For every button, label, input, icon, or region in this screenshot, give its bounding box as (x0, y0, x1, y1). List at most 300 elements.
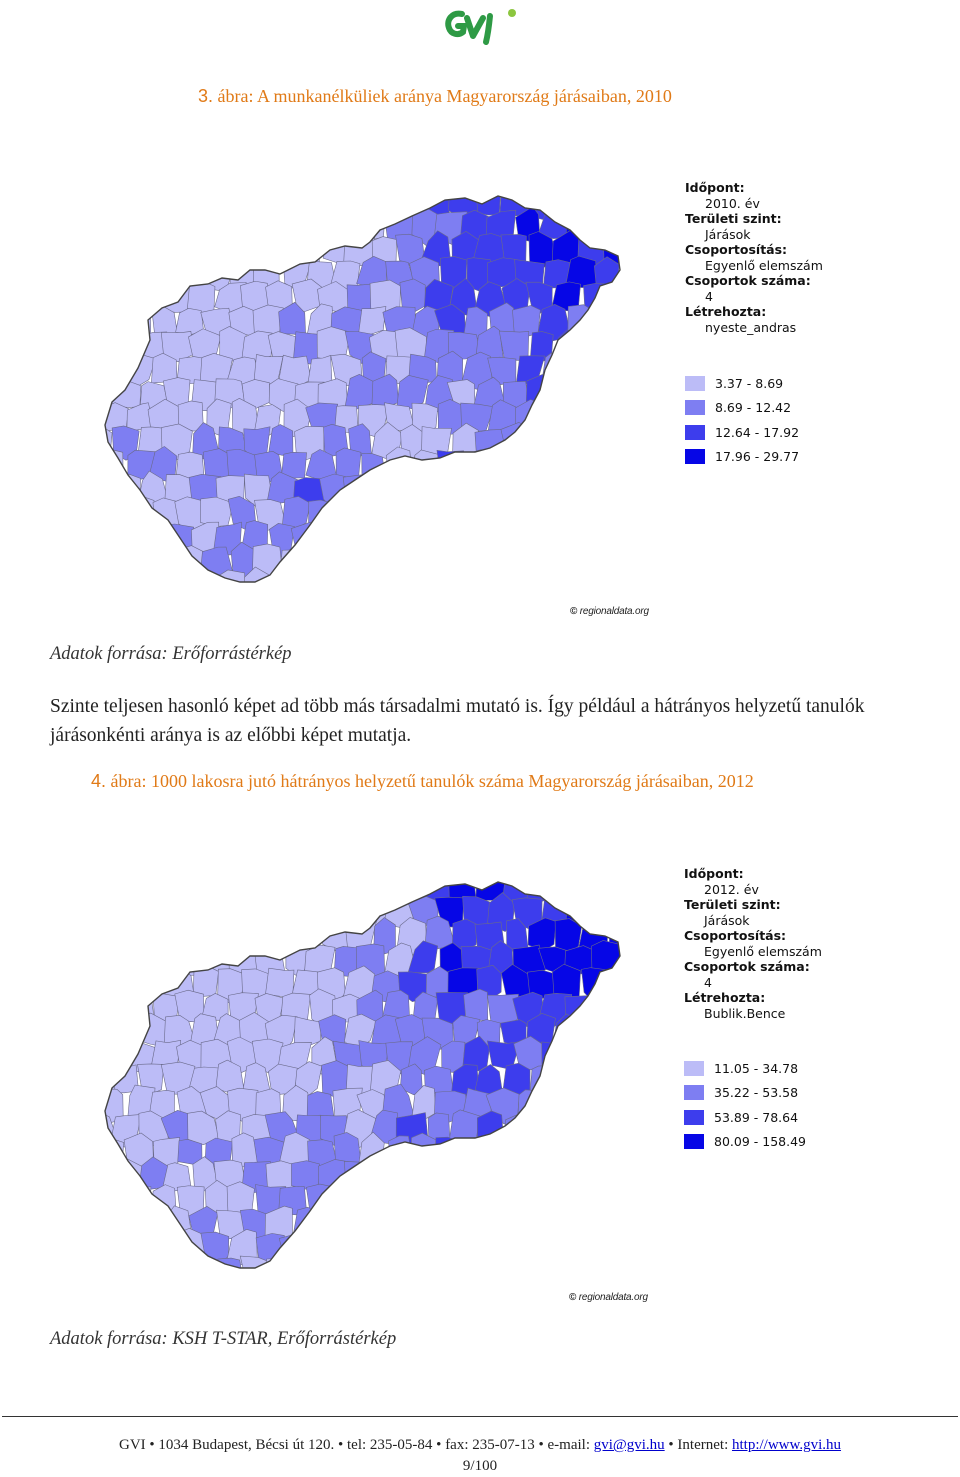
district-polygon (475, 518, 506, 556)
district-polygon (409, 548, 438, 579)
district-polygon (648, 356, 660, 390)
district-polygon (100, 525, 117, 552)
district-polygon (499, 518, 532, 553)
legend-item: 53.89 - 78.64 (684, 1105, 806, 1130)
district-polygon (229, 207, 253, 244)
district-polygon (124, 495, 155, 530)
district-polygon (100, 545, 125, 575)
district-polygon (554, 190, 585, 218)
district-polygon (647, 595, 660, 600)
district-polygon (422, 1161, 453, 1194)
district-polygon (437, 450, 464, 482)
district-polygon (200, 207, 232, 242)
district-polygon (358, 542, 390, 577)
district-polygon (413, 450, 441, 485)
district-polygon (447, 1257, 480, 1286)
district-polygon (606, 1065, 630, 1094)
district-polygon (464, 1231, 490, 1266)
district-polygon (622, 1281, 646, 1286)
district-polygon (499, 1260, 530, 1286)
district-polygon (518, 1090, 546, 1116)
district-polygon (110, 331, 139, 364)
district-polygon (151, 214, 181, 241)
district-polygon (165, 921, 192, 954)
district-polygon (603, 572, 635, 600)
district-polygon (137, 1204, 167, 1240)
district-polygon (486, 593, 518, 600)
district-polygon (175, 593, 203, 600)
district-polygon (526, 1115, 553, 1145)
district-polygon (529, 1210, 559, 1240)
district-polygon (461, 595, 491, 600)
district-polygon (280, 548, 309, 576)
district-polygon (448, 523, 478, 554)
district-polygon (148, 898, 176, 930)
district-polygon (267, 876, 296, 908)
district-polygon (255, 211, 284, 240)
district-polygon (543, 495, 572, 529)
district-polygon (278, 592, 309, 600)
district-polygon (320, 190, 349, 217)
legend-item: 8.69 - 12.42 (685, 396, 799, 421)
district-polygon (310, 592, 338, 600)
district-polygon (124, 306, 151, 341)
district-polygon (595, 896, 619, 930)
district-polygon (136, 876, 168, 904)
footer-divider (2, 1416, 958, 1417)
district-polygon (603, 1205, 634, 1244)
district-polygon (294, 1207, 322, 1237)
district-polygon (266, 1258, 296, 1286)
district-polygon (606, 876, 632, 905)
district-polygon (307, 895, 331, 932)
district-polygon (595, 989, 622, 1027)
district-polygon (554, 1062, 583, 1097)
district-polygon (604, 969, 630, 1000)
district-polygon (513, 1276, 546, 1286)
district-polygon (592, 1136, 624, 1171)
district-polygon (141, 236, 166, 269)
district-polygon (581, 332, 609, 362)
district-polygon (460, 450, 493, 486)
legend-item: 12.64 - 17.92 (685, 420, 799, 445)
district-polygon (646, 399, 660, 434)
district-polygon (110, 920, 143, 952)
district-polygon (526, 566, 558, 600)
district-polygon (554, 520, 584, 552)
district-polygon (440, 547, 467, 576)
district-polygon (631, 279, 660, 312)
district-polygon (122, 892, 149, 929)
district-polygon (100, 876, 115, 907)
district-polygon (100, 1039, 128, 1069)
district-polygon (603, 1254, 635, 1286)
district-polygon (527, 1257, 554, 1286)
district-polygon (149, 548, 179, 577)
district-polygon (605, 1017, 637, 1046)
district-polygon (217, 923, 243, 955)
district-polygon (528, 523, 554, 554)
district-polygon (646, 1281, 660, 1286)
district-polygon (474, 1254, 503, 1286)
district-polygon (477, 1111, 503, 1145)
district-polygon (318, 1208, 347, 1240)
district-polygon (100, 1281, 124, 1286)
district-polygon (633, 473, 657, 509)
district-polygon (294, 876, 320, 901)
district-polygon (150, 1282, 178, 1286)
figure-4-title: 4. ábra: 1000 lakosra jutó hátrányos helyzetű tanulók száma Magyarország járásaiban, 2012 (91, 771, 754, 791)
district-polygon (100, 893, 126, 929)
district-polygon (100, 1208, 115, 1240)
district-polygon (267, 231, 299, 265)
district-polygon (221, 231, 247, 266)
district-polygon (558, 573, 583, 600)
district-polygon (410, 497, 441, 532)
district-polygon (618, 945, 647, 976)
district-polygon (543, 1136, 571, 1172)
district-polygon (643, 448, 660, 481)
district-polygon (580, 1111, 610, 1141)
legend-swatch (684, 1061, 704, 1076)
district-polygon (450, 570, 480, 600)
district-polygon (268, 190, 298, 216)
district-polygon (162, 1257, 191, 1286)
district-polygon (565, 1088, 596, 1120)
district-polygon (592, 214, 623, 243)
district-polygon (555, 377, 585, 409)
legend-swatch (684, 1134, 704, 1149)
map-legend-2010 (685, 371, 799, 469)
district-polygon (491, 1184, 518, 1219)
district-polygon (240, 1256, 270, 1286)
district-polygon (541, 593, 571, 600)
district-polygon (363, 208, 385, 240)
district-polygon (578, 876, 608, 902)
district-polygon (618, 1232, 648, 1263)
district-polygon (578, 475, 607, 507)
district-polygon (371, 525, 402, 552)
district-polygon (312, 213, 334, 245)
district-polygon (436, 1279, 466, 1286)
district-polygon (347, 568, 372, 600)
district-polygon (100, 946, 129, 978)
district-polygon (633, 1066, 660, 1096)
district-polygon (475, 568, 506, 600)
district-polygon (467, 1283, 490, 1286)
district-polygon (187, 235, 220, 265)
district-polygon (333, 1276, 362, 1286)
district-polygon (591, 1086, 621, 1122)
district-polygon (373, 190, 402, 220)
district-polygon (577, 524, 609, 552)
district-polygon (516, 447, 546, 479)
district-polygon (356, 1182, 389, 1216)
district-polygon (100, 992, 128, 1021)
legend-swatch (685, 425, 705, 440)
district-polygon (389, 1136, 413, 1167)
district-polygon (399, 477, 428, 508)
district-polygon (474, 1162, 506, 1192)
district-polygon (232, 1278, 254, 1286)
district-polygon (410, 591, 439, 600)
district-polygon (619, 1041, 650, 1072)
district-polygon (279, 209, 308, 245)
district-polygon (398, 1255, 428, 1286)
district-polygon (606, 425, 631, 460)
legend-swatch (684, 1085, 704, 1100)
district-polygon (216, 570, 245, 600)
legend-item: 35.22 - 53.58 (684, 1081, 806, 1106)
map-info-2010: Időpont: 2010. év Területi szint: Járások Csoportosítás: Egyenlő elemszám Csoportok száma: 4 Létrehozta: nyeste_andras (685, 180, 823, 335)
district-polygon (566, 592, 597, 600)
district-polygon (632, 331, 660, 366)
district-polygon (643, 1235, 660, 1264)
district-polygon (543, 547, 571, 579)
district-polygon (604, 283, 636, 316)
district-polygon (532, 1160, 558, 1190)
legend-swatch (685, 376, 705, 391)
map-credit-2010: © regionaldata.org (570, 606, 649, 617)
district-polygon (374, 876, 400, 904)
district-polygon (540, 1085, 565, 1120)
figure-4-source: Adatok forrása: KSH T-STAR, Erőforrástérkép (50, 1329, 397, 1349)
district-polygon (124, 256, 154, 288)
district-polygon (125, 592, 151, 600)
district-polygon (643, 1184, 660, 1217)
district-polygon (633, 1209, 660, 1240)
district-polygon (512, 542, 545, 581)
district-polygon (319, 1254, 346, 1285)
legend-item: 17.96 - 29.77 (685, 445, 799, 470)
district-polygon (643, 260, 660, 294)
district-polygon (620, 352, 648, 386)
district-cells (100, 876, 660, 1286)
district-polygon (189, 917, 218, 951)
district-polygon (553, 475, 582, 503)
district-polygon (475, 429, 504, 458)
website-link[interactable]: http://www.gvi.hu (731, 1437, 842, 1453)
district-polygon (360, 1232, 389, 1264)
district-polygon (400, 1208, 423, 1241)
district-polygon (331, 1186, 362, 1216)
district-polygon (345, 522, 377, 552)
district-polygon (449, 1110, 480, 1146)
district-polygon (490, 1232, 519, 1264)
district-polygon (618, 307, 648, 338)
district-polygon (541, 401, 570, 433)
district-polygon (503, 472, 532, 503)
district-polygon (590, 543, 624, 576)
district-polygon (100, 572, 116, 600)
district-polygon (617, 259, 647, 289)
district-polygon (645, 947, 660, 978)
district-polygon (100, 190, 115, 217)
district-polygon (333, 1233, 364, 1261)
district-polygon (359, 595, 384, 600)
district-polygon (398, 1162, 428, 1189)
district-polygon (594, 1279, 623, 1286)
district-polygon (631, 1161, 659, 1194)
district-polygon (606, 1109, 633, 1141)
district-polygon (307, 1235, 335, 1265)
district-polygon (643, 544, 660, 581)
district-polygon (100, 1182, 128, 1215)
district-polygon (125, 1233, 154, 1260)
district-polygon (530, 474, 554, 506)
district-polygon (348, 876, 371, 906)
district-polygon (398, 567, 427, 600)
district-polygon (501, 422, 531, 459)
district-polygon (100, 332, 115, 362)
district-polygon (582, 1253, 609, 1286)
district-polygon (591, 1037, 624, 1073)
district-polygon (332, 500, 361, 533)
page-number: 9/100 (462, 1458, 498, 1474)
district-polygon (424, 567, 451, 600)
district-polygon (156, 592, 178, 600)
district-polygon (387, 500, 411, 530)
district-polygon (226, 898, 259, 927)
district-polygon (646, 994, 660, 1023)
district-polygon (100, 923, 116, 951)
district-polygon (633, 1014, 660, 1048)
legend-swatch (684, 1110, 704, 1125)
district-polygon (632, 425, 659, 458)
district-polygon (129, 947, 155, 977)
district-polygon (100, 1229, 130, 1264)
district-polygon (556, 1112, 584, 1143)
gvi-logo (440, 4, 520, 48)
figure-3-source: Adatok forrása: Erőforrástérkép (50, 644, 292, 664)
district-polygon (161, 190, 194, 215)
district-polygon (577, 1066, 607, 1097)
map-info-2012: Időpont: 2012. év Területi szint: Járások Csoportosítás: Egyenlő elemszám Csoportok száma: 4 Létrehozta: Bublik.Bence (684, 866, 822, 1021)
district-polygon (216, 876, 245, 904)
district-polygon (179, 900, 204, 930)
district-polygon (358, 306, 386, 334)
district-polygon (136, 566, 166, 600)
district-polygon (567, 500, 595, 532)
district-polygon (642, 1085, 660, 1120)
district-polygon (566, 1134, 592, 1170)
district-polygon (604, 474, 631, 507)
district-polygon (331, 594, 362, 600)
district-polygon (111, 519, 140, 557)
district-polygon (100, 281, 115, 314)
district-polygon (618, 1086, 645, 1123)
legend-item: 80.09 - 158.49 (684, 1130, 806, 1155)
district-polygon (191, 876, 218, 907)
district-polygon (528, 429, 556, 457)
district-polygon (123, 1187, 151, 1215)
district-polygon (255, 1278, 285, 1286)
district-polygon (400, 522, 427, 558)
district-polygon (295, 1257, 323, 1286)
district-polygon (486, 449, 518, 479)
district-polygon (306, 549, 333, 576)
district-polygon (110, 964, 140, 1002)
district-polygon (343, 475, 373, 509)
district-polygon (100, 354, 128, 387)
district-polygon (294, 190, 320, 217)
district-polygon (383, 1184, 414, 1218)
hungary-district-map-2012 (100, 876, 660, 1286)
map-credit-2012: © regionaldata.org (569, 1292, 648, 1303)
district-polygon (344, 1161, 375, 1193)
district-polygon (101, 595, 126, 600)
district-polygon (424, 1205, 450, 1241)
district-polygon (138, 921, 166, 951)
district-polygon (102, 309, 125, 341)
district-polygon (617, 544, 649, 578)
district-polygon (603, 375, 636, 407)
district-polygon (501, 1157, 529, 1192)
district-polygon (465, 1181, 489, 1218)
district-polygon (100, 1160, 111, 1194)
district-polygon (643, 893, 660, 929)
district-polygon (621, 496, 644, 532)
district-polygon (436, 595, 464, 600)
district-polygon (556, 1159, 582, 1192)
district-polygon (109, 237, 141, 265)
district-polygon (180, 212, 207, 241)
district-polygon (462, 499, 490, 530)
district-polygon (317, 523, 348, 556)
district-polygon (438, 1182, 463, 1215)
district-polygon (345, 190, 377, 218)
district-polygon (617, 1132, 646, 1170)
district-polygon (487, 547, 516, 580)
district-polygon (292, 571, 320, 599)
district-polygon (514, 1230, 542, 1266)
district-polygon (242, 922, 266, 955)
district-polygon (579, 377, 605, 411)
district-polygon (606, 328, 635, 359)
district-polygon (569, 401, 592, 434)
district-polygon (126, 1280, 152, 1286)
district-polygon (488, 1280, 517, 1286)
district-polygon (112, 1256, 143, 1286)
district-polygon (358, 500, 384, 526)
district-polygon (448, 1207, 478, 1241)
district-polygon (490, 500, 515, 530)
district-polygon (565, 1040, 596, 1075)
district-polygon (100, 471, 114, 508)
district-polygon (149, 255, 180, 288)
district-polygon (644, 304, 660, 338)
district-polygon (114, 1018, 140, 1048)
district-polygon (100, 234, 112, 265)
district-polygon (163, 234, 192, 270)
district-polygon (577, 1210, 605, 1243)
body-paragraph: Szinte teljesen hasonló képet ad több más társadalmi mutató is. Így például a hátrányos helyzetű tanulók járásonkénti aránya is az előbbi képet mutatja. (50, 696, 865, 746)
district-polygon (623, 896, 648, 925)
legend-item: 3.37 - 8.69 (685, 371, 799, 396)
district-polygon (203, 1280, 229, 1286)
district-polygon (568, 543, 598, 578)
district-polygon (565, 1278, 593, 1286)
district-polygon (187, 569, 217, 600)
district-polygon (540, 1183, 571, 1215)
email-link[interactable]: gvi@gvi.hu (593, 1437, 665, 1453)
district-polygon (644, 1135, 660, 1168)
district-polygon (565, 1233, 593, 1267)
district-polygon (538, 1276, 572, 1286)
district-polygon (372, 1209, 400, 1241)
district-polygon (370, 569, 403, 599)
district-polygon (513, 494, 541, 532)
